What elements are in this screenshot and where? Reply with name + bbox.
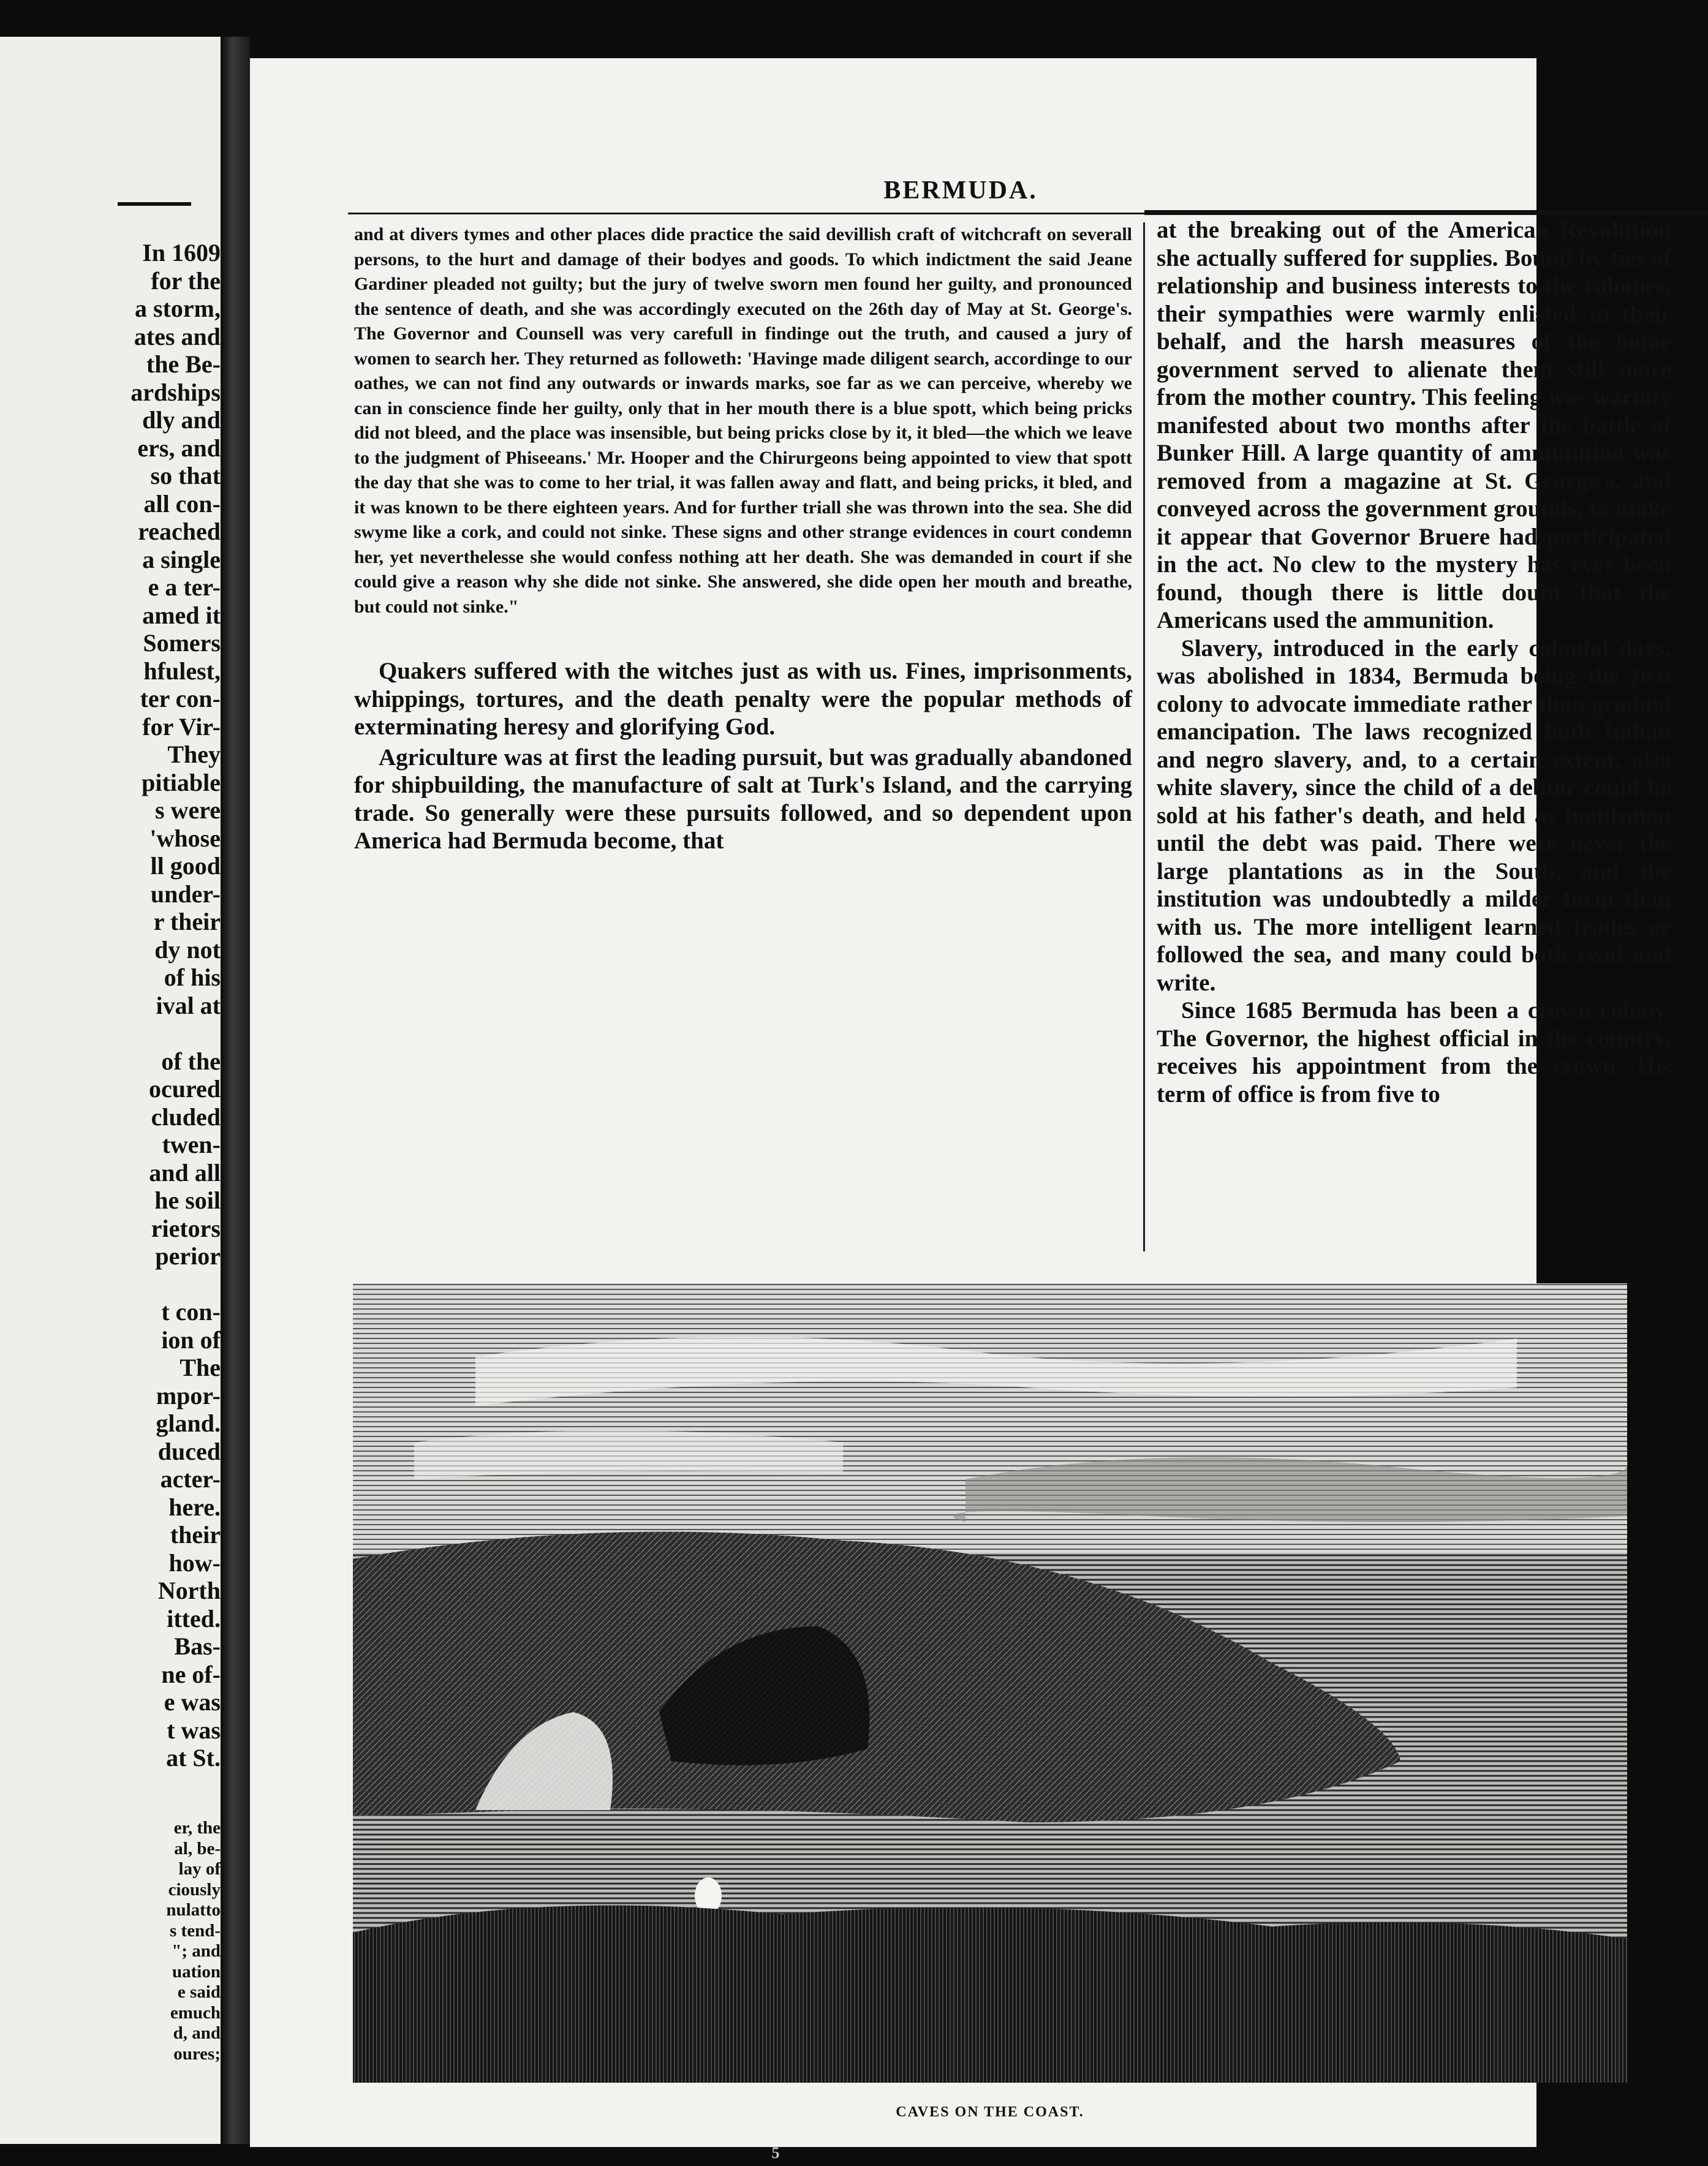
page — [250, 58, 1671, 2147]
left-page-small-line: d, and — [173, 2023, 221, 2043]
left-page-small-line: s tend- — [170, 1920, 221, 1941]
left-page-line: ion of — [161, 1326, 221, 1354]
left-page-line: ers, and — [137, 434, 221, 462]
left-page-line: r their — [153, 908, 221, 935]
paragraph-slavery: Slavery, introduced in the early colonial days, was abolished in 1834, Bermuda being the first colony to advocate immediate rather than gradual emancipation. The laws recognized both Indian and negro slavery, and, to a certain extent, also white slavery, since the child of a debtor could be sold at his father's death, and held as bondsman until the debt was paid. There were never the large plantations as in the South, and the institution was undoubtedly a milder form than with us. The more intelligent learned trades or followed the sea, and many could both read and write. — [1157, 635, 1671, 996]
left-page-line — [80, 1019, 221, 1047]
left-page-line: The — [179, 1354, 221, 1381]
left-page-line: their — [170, 1521, 221, 1549]
left-page-line: Somers — [143, 629, 221, 657]
left-page-line: of the — [161, 1047, 221, 1075]
left-page-line: s were — [155, 796, 221, 824]
left-page-small-text-fragments — [80, 1818, 221, 2064]
left-page-line: how- — [168, 1549, 221, 1577]
left-page-line: he soil — [154, 1187, 221, 1214]
left-page-line: for Vir- — [142, 712, 221, 741]
left-page-line: amed it — [142, 601, 221, 629]
left-page-line: cluded — [151, 1103, 221, 1131]
left-page-line: acter- — [160, 1465, 221, 1493]
left-page-line: gland. — [156, 1409, 221, 1437]
right-column — [1157, 216, 1671, 1108]
left-page-line: ne of- — [161, 1660, 221, 1688]
left-page-line: 'whose — [149, 824, 221, 852]
left-page-line: of his — [164, 964, 221, 991]
header-rule-right — [1144, 210, 1708, 215]
left-page-line: e was — [164, 1688, 221, 1716]
left-page-line: ardships — [130, 378, 221, 406]
left-page-line: ival at — [156, 991, 221, 1019]
left-page-line: reached — [138, 518, 221, 545]
left-page-small-line: er, the — [173, 1818, 221, 1838]
left-page-small-line: lay of — [178, 1859, 221, 1879]
left-page-line: so that — [150, 462, 221, 489]
left-page-line: at St. — [166, 1744, 221, 1772]
left-page-small-line: e said — [177, 1982, 221, 2002]
page-folio: 5 — [771, 2144, 780, 2162]
left-page-line: dly and — [142, 406, 221, 434]
left-page-small-line: ciously — [168, 1879, 221, 1900]
paragraph-quakers: Quakers suffered with the witches just as with us. Fines, imprisonments, whippings, tortures, and the death penalty were the popular methods of exterminating heresy and glorifying God. — [354, 658, 1132, 740]
previous-page — [0, 37, 221, 2144]
left-page-line: In 1609 — [142, 239, 221, 266]
left-page-line: for the — [151, 266, 221, 295]
left-page-line: hfulest, — [143, 657, 221, 685]
left-page-line: itted. — [167, 1604, 221, 1632]
coastal-engraving-illustration — [353, 1283, 1627, 2083]
left-page-line: pitiable — [142, 768, 221, 796]
left-page-line: ll good — [150, 852, 221, 880]
left-page-line: Bas- — [174, 1632, 221, 1660]
left-page-line: all con- — [143, 489, 221, 518]
left-page-line: the Be- — [146, 350, 221, 378]
figure-caption: CAVES ON THE COAST. — [896, 2104, 1084, 2120]
left-page-small-line: "; and — [172, 1941, 221, 1961]
left-page-line: rietors — [151, 1214, 221, 1242]
left-page-line: and all — [149, 1158, 221, 1187]
left-page-line: duced — [157, 1437, 221, 1465]
witchcraft-trial-quote: and at divers tymes and other places dide practice the said devillish craft of witchcraft on severall persons, to the hurt and damage of their bodyes and goods. To which indictment the said Jeane Gardiner pleaded not guilty; but the jury of twelve sworn men found her guilty, and pronounced the sentence of death, and she was accordingly executed on the 26th day of May at St. George's. The Governor and Counsell was very carefull in findinge out the truth, and caused a jury of women to search her. They returned as followeth: 'Havinge made diligent search, accordinge to our oathes, we can not find any outwards or inwards marks, soe far as we can perceive, whereby we can in conscience finde her guilty, only that in her mouth there is a blue spott, which being pricks did not bleed, and the place was insensible, but being pricks close by it, it bled—the which we leave to the judgment of Phiseeans.' Mr. Hooper and the Chirurgeons being appointed to view that spott the day that she was to come to her trial, it was fallen away and flatt, and being pricks, it bled, and it was known to be there eighteen years. And for further triall she was thrown into the sea. She did swyme like a cork, and could not sinke. These signs and other strange evidences in court condemn her, yet neverthelesse she would confess nothing att her death. She was demanded in court if she could give a reason why she dide not sinke. She answered, she dide open her mouth and breathe, but could not sinke." — [354, 224, 1132, 617]
left-page-line: t was — [167, 1716, 221, 1744]
paragraph-revolution: at the breaking out of the American Revolution she actually suffered for supplies. Bound by ties of relationship and business interests to the colonies, their sympathies were warmly enlisted in their behalf, and the harsh measures of the home government served to alienate them still more from the mother country. This feeling was warmly manifested about two months after the battle of Bunker Hill. A large quantity of ammunition was removed from a magazine at St. George's, and conveyed across the government grounds, to make it appear that Governor Bruere had participated in the act. No clew to the mystery has ever been found, though there is little doubt that the Americans used the ammunition. — [1157, 217, 1671, 633]
emphasis-first: first — [1631, 663, 1671, 689]
running-head: BERMUDA. — [883, 176, 1038, 205]
left-page-line: here. — [168, 1493, 221, 1521]
left-page-line: North — [157, 1577, 221, 1604]
left-page-line — [80, 1270, 221, 1299]
foreground-vegetation — [353, 1905, 1627, 2083]
left-page-line: They — [167, 741, 221, 768]
column-divider — [1143, 222, 1145, 1251]
left-page-line: ocured — [148, 1075, 221, 1103]
left-page-line: ates and — [134, 322, 221, 350]
left-page-line: mpor- — [156, 1381, 221, 1409]
left-column — [354, 222, 1132, 855]
book-binding-gutter — [221, 37, 250, 2144]
left-page-small-line: al, be- — [174, 1838, 221, 1858]
left-page-line: ter con- — [140, 685, 221, 712]
left-page-line: twen- — [162, 1131, 221, 1158]
left-page-line: perior — [155, 1242, 221, 1270]
paragraph-crown-colony: Since 1685 Bermuda has been a crown colony. The Governor, the highest official in the country, receives his appointment from the crown. His term of office is from five to — [1157, 997, 1671, 1108]
left-page-line: a single — [142, 545, 221, 573]
left-page-line: e a ter- — [148, 573, 221, 601]
left-page-small-line: uation — [172, 1961, 221, 1982]
left-page-line: t con- — [161, 1298, 221, 1326]
left-page-small-line: nulatto — [166, 1900, 221, 1920]
paragraph-agriculture: Agriculture was at first the leading pursuit, but was gradually abandoned for shipbuilding, the manufacture of salt at Turk's Island, and the carrying trade. So generally were these pursuits followed, and so dependent upon America had Bermuda become, that — [354, 744, 1132, 854]
left-page-text-fragments — [80, 239, 221, 1772]
left-page-rule — [118, 202, 191, 206]
left-page-small-line: oures; — [173, 2043, 221, 2064]
left-page-small-line: emuch — [170, 2002, 221, 2023]
header-rule-left — [348, 213, 1169, 214]
engraving-caves-on-coast — [353, 1283, 1627, 2083]
left-page-line: a storm, — [135, 295, 221, 322]
left-page-line: under- — [150, 880, 221, 908]
left-page-line: dy not — [154, 935, 221, 964]
